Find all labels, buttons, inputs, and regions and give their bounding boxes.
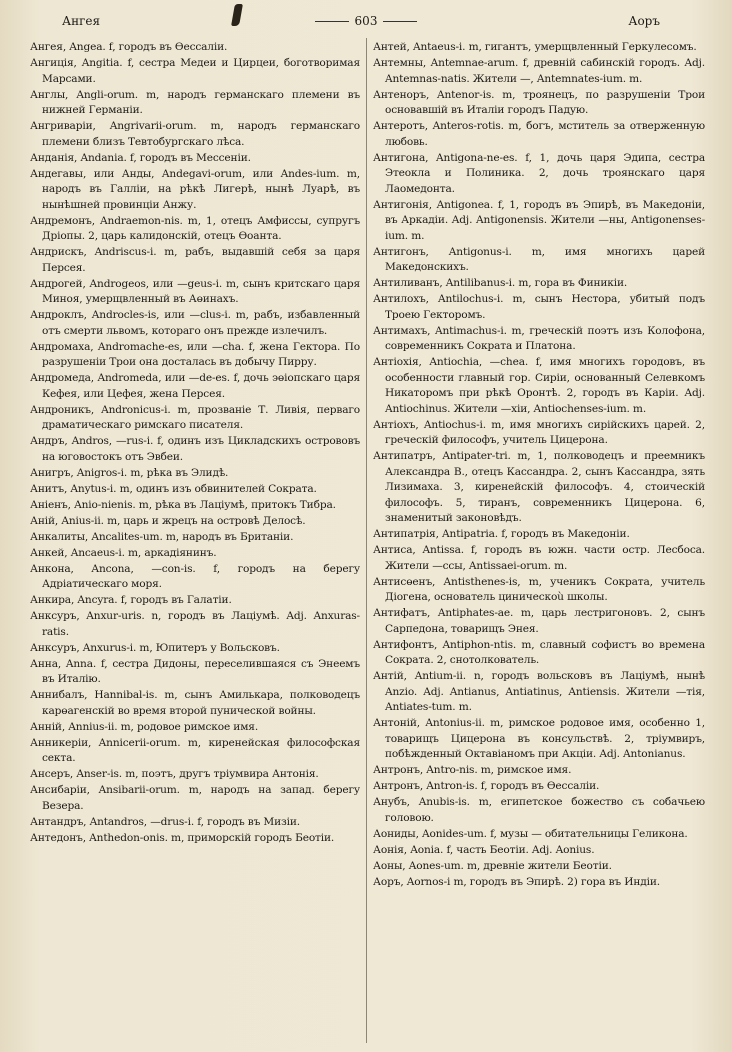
dictionary-entry: Антилохъ, Antilochus-i. m, сынъ Нестора, убитый подъ Троею Гекторомъ. (373, 293, 705, 321)
dictionary-entry: Антеротъ, Anteros-rotis. m, богъ, мститель за отверженную любовь. (373, 120, 705, 148)
dictionary-entry: Анникеріи, Anniceriі-orum. m, киренейская философская секта. (30, 736, 360, 764)
dictionary-entry: Анній, Annius-ii. m, родовое римское имя. (30, 720, 259, 733)
dictionary-entry: Ансибаріи, Ansibarii-orum. m, народъ на запад. берегу Везера. (30, 784, 360, 812)
dictionary-entry: Андегавы, или Анды, Andegavi-orum, или Andes-ium. m, народъ въ Галліи, на рѣкѣ Лигерѣ, нынѣ Луарѣ, въ нынѣшней провинціи Анжу. (30, 167, 360, 211)
header-rule-right (383, 21, 417, 22)
dictionary-entry: Антей, Antaeus-i. m, гигантъ, умерщвленный Геркулесомъ. (373, 41, 697, 53)
dictionary-entry: Анигръ, Anigros-i. m, рѣка въ Элидѣ. (30, 466, 229, 479)
dictionary-entry: Антіохъ, Antiochus-i. m, имя многихъ сирійскихъ царей. 2, греческій философъ, учитель Цицерона. (373, 418, 705, 446)
dictionary-entry: Анубъ, Anubis-is. m, египетское божество съ собачьею головою. (373, 796, 705, 824)
dictionary-entry: Андроклъ, Androcles-is, или —clus-i. m, рабъ, избавленный отъ смерти львомъ, котораго онъ прежде излечилъ. (30, 309, 360, 337)
dictionary-entry: Антипатрія, Antipatria. f, городъ въ Македоніи. (373, 528, 630, 540)
dictionary-entry: Антигонія, Antigonea. f, 1, городъ въ Эпирѣ, въ Македоніи, въ Аркадіи. Adj. Antigonensis. Жители —ны, Antigonenses-ium. m. (373, 198, 705, 242)
dictionary-entry: Аонія, Aonia. f, часть Беотіи. Adj. Aonius. (373, 843, 595, 856)
dictionary-entry: Антоній, Antonius-ii. m, римское родовое имя, особенно 1, товарищъ Цицерона въ консульствѣ. 2, тріумвиръ, побѣжденный Октавіаномъ при Акціи. Adj. Antonianus. (373, 717, 705, 760)
dictionary-entry: Антій, Antium-ii. n, городъ вольсковъ въ Лаціумѣ, нынѣ Anzio. Adj. Antianus, Antiatinus, Antiensis. Жители —тія, Antiates-tum. m. (373, 670, 705, 713)
dictionary-entry: Ансеръ, Anser-is. m, поэтъ, другъ тріумвира Антонія. (30, 768, 319, 780)
dictionary-entry: Ангея, Angea. f, городъ въ Өессаліи. (30, 41, 228, 53)
dictionary-entry: Аоръ, Aornos-i m, городъ въ Эпирѣ. 2) горa въ Индіи. (373, 875, 660, 888)
dictionary-entry: Антимахъ, Antimachus-i. m, греческій поэтъ изъ Колофона, современникъ Сократа и Платона. (373, 324, 705, 352)
dictionary-entry: Анкира, Ancyra. f, городъ въ Галатіи. (30, 594, 232, 606)
dictionary-entry: Антигонъ, Antigonus-i. m, имя многихъ царей Македонскихъ. (373, 245, 705, 273)
page-number-group (28, 14, 704, 28)
dictionary-entry: Антифатъ, Antiphates-ae. m, царь лестригоновъ. 2, сынъ Сарпедона, товарищъ Энея. (373, 607, 705, 635)
dictionary-entry: Антисөенъ, Antisthenes-is, m, ученикъ Сократа, учитель Діогена, основатель циническоù школы. (373, 575, 705, 603)
dictionary-entry: Аніенъ, Anio-nienis. m, рѣка въ Лаціумѣ, притокъ Тибра. (30, 498, 336, 511)
dictionary-entry: Андръ, Andros, —rus-i. f, одинъ изъ Цикладскихъ острововъ на юговостокъ отъ Эвбеи. (30, 435, 360, 463)
dictionary-entry: Аній, Anius-ii. m, царь и жрецъ на островѣ Делосѣ. (30, 514, 306, 527)
dictionary-entry: Антиливанъ, Antilibanus-i. m, гора въ Финикіи. (373, 277, 628, 289)
header-rule-left (315, 21, 349, 22)
dictionary-entry: Антифонтъ, Antiphon-ntis. m, славный софистъ во времена Сократа. 2, снотолкователь. (373, 638, 705, 666)
dictionary-entry: Андрискъ, Andriscus-i. m, рабъ, выдавшій себя за царя Персея. (30, 246, 360, 274)
dictionary-entry: Андромаха, Andromache-es, или —cha. f, жена Гектора. По разрушеніи Трои она досталась въ добычу Пирру. (30, 340, 360, 368)
dictionary-entry: Антронъ, Antron-is. f, городъ въ Өессаліи. (373, 780, 600, 792)
dictionary-entry: Антедонъ, Anthedon-onis. m, приморскій городъ Беотіи. (30, 831, 335, 844)
dictionary-entry: Англы, Angli-orum. m, народъ германскаго племени въ нижней Германіи. (30, 88, 360, 116)
dictionary-entry: Анитъ, Anytus-i. m, одинъ изъ обвинителей Сократа. (30, 482, 317, 495)
dictionary-entry: Антемны, Antemnae-arum. f, древній сабинскій городъ. Adj. Antemnas-natis. Жители —, Antemnates-ium. m. (373, 57, 705, 85)
dictionary-entry: Антандръ, Antandros, —drus-i. f, городъ въ Мизіи. (30, 815, 300, 828)
right-column (373, 40, 705, 891)
dictionary-entry: Аониды, Aonides-um. f, музы — обитательницы Геликона. (373, 827, 688, 840)
dictionary-entry: Антиса, Antissa. f, городъ въ южн. части остр. Лесбоса. Жители —ссы, Antissaei-orum. m. (373, 544, 705, 572)
dictionary-entry: Ангиція, Angitia. f, сестра Медеи и Цирцеи, боготворимая Марсами. (30, 57, 360, 85)
dictionary-entry: Анкона, Ancona, —con-is. f, городъ на берегу Адріатическаго моря. (30, 562, 360, 590)
page-header (28, 14, 704, 32)
dictionary-entry: Анданія, Andania. f, городъ въ Мессеніи. (30, 151, 251, 164)
dictionary-entry: Анксуръ, Anxur-uris. n, городъ въ Лаціумѣ. Adj. Anxuras-ratis. (30, 610, 360, 638)
dictionary-entry: Андромеда, Andromeda, или —de-es. f, дочь эөіопскаго царя Кефея, или Цефея, жена Персея. (30, 372, 360, 400)
dictionary-entry: Анна, Anna. f, сестра Дидоны, переселившаяся съ Энеемъ въ Италію. (30, 657, 360, 685)
dictionary-entry: Антипатръ, Antipater-tri. m, 1, полководецъ и преемникъ Александра В., отецъ Кассандра. 2, сынъ Кассандра, зять Лизимаха. 3, киренейскій философъ. 4, стоическій философъ. 5, тиранъ, современникъ Цицерона. 6, знаменитый законовѣдъ. (373, 450, 705, 524)
dictionary-entry: Андрогей, Androgeos, или —geus-i. m, сынъ критскаго царя Миноя, умерщвленный въ Аөинахъ. (30, 277, 360, 305)
dictionary-entry: Антіохія, Antiochia, —chea. f, имя многихъ городовъ, въ особенности главный гор. Сиріи, основанный Селевкомъ Никаторомъ при рѣкѣ Оронтѣ. 2, городъ въ Каріи. Adj. Antiochinus. Жители —хіи, Antiochenses-ium. m. (373, 356, 705, 415)
dictionary-entry: Аоны, Aones-um. m, древніе жители Беотіи. (373, 859, 612, 872)
dictionary-entry: Анксуръ, Anxurus-i. m, Юпитеръ у Вольсковъ. (30, 641, 280, 654)
left-column (30, 40, 360, 847)
dictionary-entry: Антигона, Antigona-ne-es. f, 1, дочь царя Эдипа, сестра Этеокла и Полиника. 2, дочь троянскаго царя Лаомедонта. (373, 151, 705, 195)
page-number: 603 (354, 14, 378, 28)
dictionary-entry: Антеноръ, Antenor-is. m, троянецъ, по разрушеніи Трои основавшій въ Италіи городъ Падую. (373, 88, 705, 116)
dictionary-entry: Анкалиты, Ancalites-um. m, народъ въ Британіи. (30, 530, 294, 543)
dictionary-entry: Аннибалъ, Hannibal-is. m, сынъ Амилькара, полководецъ карөагенскій во время второй пунической войны. (30, 689, 360, 717)
column-divider (366, 38, 367, 1043)
dictionary-entry: Ангриваріи, Angrivarii-orum. m, народъ германскаго племени близъ Тевтобургскаго лѣса. (30, 120, 360, 148)
dictionary-entry: Андроникъ, Andronicus-i. m, прозваніе Т. Ливія, перваго драматическаго римскаго писателя. (30, 403, 360, 431)
header-right-guideword: Аоръ (628, 14, 660, 28)
dictionary-entry: Анкей, Ancaeus-i. m, аркадіянинъ. (30, 546, 217, 559)
dictionary-entry: Андремонъ, Andraemon-nis. m, 1, отецъ Амфиссы, супругъ Дріопы. 2, царь калидонскій, отецъ Өоанта. (30, 214, 360, 242)
header-left-guideword: Ангея (62, 14, 101, 28)
dictionary-entry: Антронъ, Antro-nis. m, римское имя. (373, 764, 572, 776)
